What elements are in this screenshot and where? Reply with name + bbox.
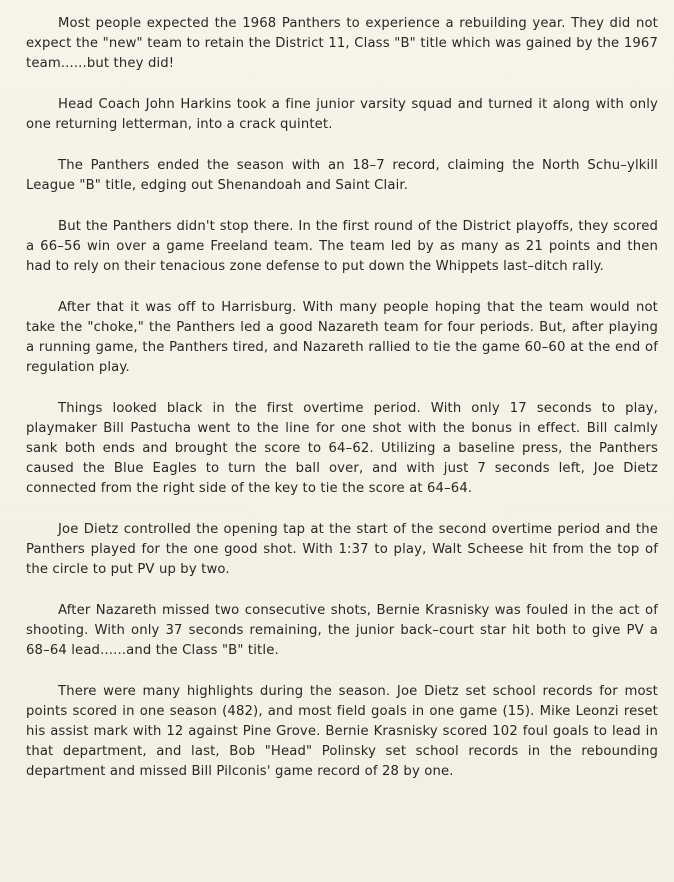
paragraph-4: But the Panthers didn't stop there. In the first round of the District playoffs, they scored a 66–56 win over a game Freeland team. The team led by as many as 21 points and then had to rely on their tenacious zone defense to put down the Whippets last–ditch rally. [26,219,658,274]
paragraph-2: Head Coach John Harkins took a fine junior varsity squad and turned it along with only one returning letterman, into a crack quintet. [26,97,658,132]
paragraph-1: Most people expected the 1968 Panthers to experience a rebuilding year. They did not expect the "new" team to retain the District 11, Class "B" title which was gained by the 1967 team......but they did! [26,16,658,71]
paragraph-7: Joe Dietz controlled the opening tap at the start of the second overtime period and the Panthers played for the one good shot. With 1:37 to play, Walt Scheese hit from the top of the circle to put PV up by two. [26,522,658,577]
paragraph-5: After that it was off to Harrisburg. With many people hoping that the team would not take the "choke," the Panthers led a good Nazareth team for four periods. But, after playing a running game, the Panthers tired, and Nazareth rallied to tie the game 60–60 at the end of regulation play. [26,300,658,375]
paragraph-3: The Panthers ended the season with an 18–7 record, claiming the North Schu–ylkill League "B" title, edging out Shenandoah and Saint Clair. [26,158,658,193]
paragraph-8: After Nazareth missed two consecutive shots, Bernie Krasnisky was fouled in the act of shooting. With only 37 seconds remaining, the junior back–court star hit both to give PV a 68–64 lead......and the Class "B" title. [26,603,658,658]
article-body [26,14,658,782]
paragraph-6: Things looked black in the first overtime period. With only 17 seconds to play, playmaker Bill Pastucha went to the line for one shot with the bonus in effect. Bill calmly sank both ends and brought the score to 64–62. Utilizing a baseline press, the Panthers caused the Blue Eagles to turn the ball over, and with just 7 seconds left, Joe Dietz connected from the right side of the key to tie the score at 64–64. [26,401,658,496]
paragraph-9: There were many highlights during the season. Joe Dietz set school records for most points scored in one season (482), and most field goals in one game (15). Mike Leonzi reset his assist mark with 12 against Pine Grove. Bernie Krasnisky scored 102 foul goals to lead in that department, and last, Bob "Head" Polinsky set school records in the rebounding department and missed Bill Pilconis' game record of 28 by one. [26,684,658,779]
